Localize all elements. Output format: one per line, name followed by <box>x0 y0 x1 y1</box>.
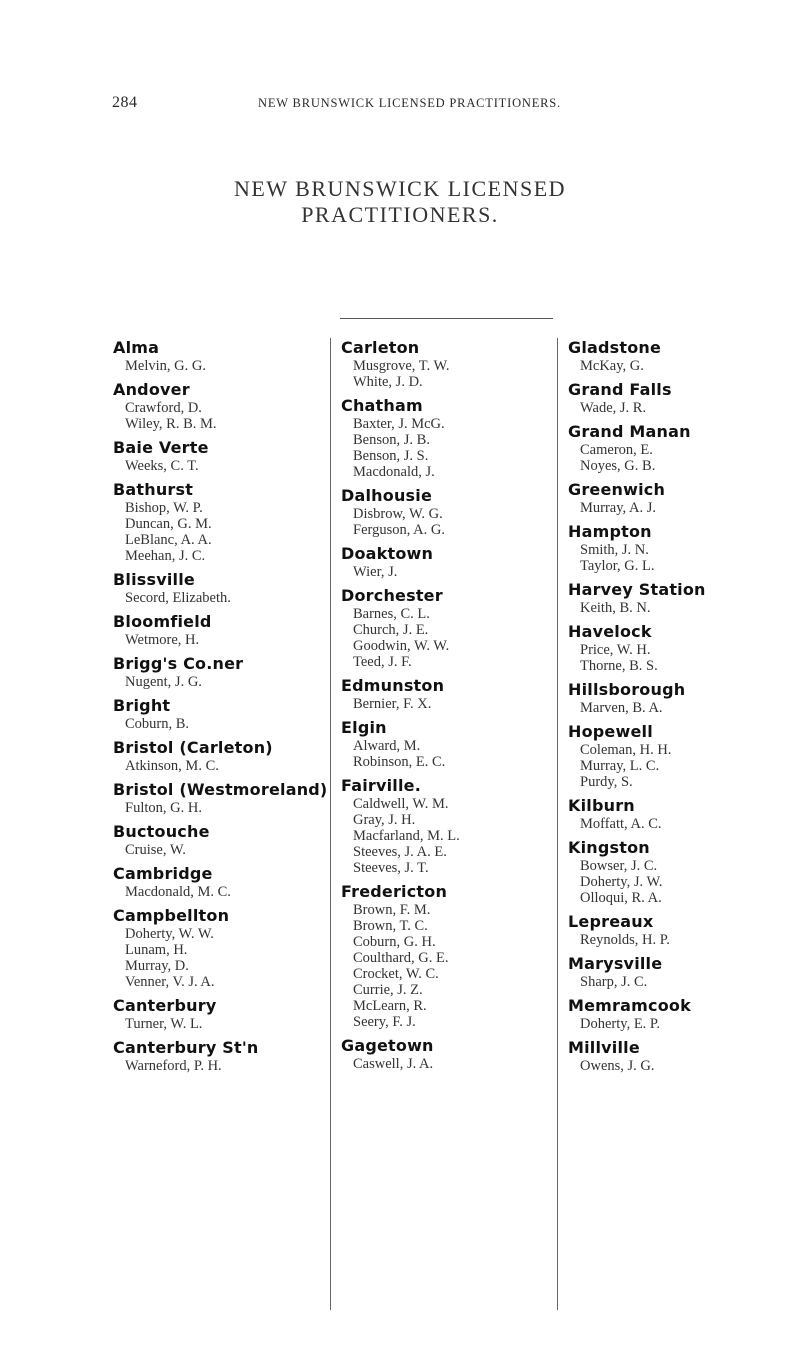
town-heading: Doaktown <box>341 544 434 563</box>
practitioner-name: Thorne, B. S. <box>580 658 658 674</box>
town-heading: Gagetown <box>341 1036 434 1055</box>
town-heading: Memramcook <box>568 996 691 1015</box>
column-3 <box>557 338 788 1310</box>
practitioner-name: Wade, J. R. <box>580 400 647 416</box>
town-heading: Fairville. <box>341 776 421 795</box>
town-heading: Bright <box>113 696 171 715</box>
practitioner-name: Church, J. E. <box>353 622 429 638</box>
town-heading: Alma <box>113 338 160 357</box>
town-heading: Baie Verte <box>113 438 209 457</box>
running-head: NEW BRUNSWICK LICENSED PRACTITIONERS. <box>258 96 561 110</box>
town-heading: Greenwich <box>568 480 666 499</box>
practitioner-name: Teed, J. F. <box>353 654 412 670</box>
title-line-1: NEW BRUNSWICK LICENSED <box>233 176 567 201</box>
practitioner-name: Marven, B. A. <box>580 700 663 716</box>
town-heading: Fredericton <box>341 882 448 901</box>
practitioner-name: Price, W. H. <box>580 642 651 658</box>
practitioner-name: Bowser, J. C. <box>580 858 658 874</box>
town-heading: Harvey Station <box>568 580 706 599</box>
town-heading: Hopewell <box>568 722 653 741</box>
town-heading: Canterbury <box>113 996 217 1015</box>
town-heading: Bloomfield <box>113 612 212 631</box>
town-heading: Elgin <box>341 718 387 737</box>
town-heading: Kilburn <box>568 796 635 815</box>
practitioner-name: Ferguson, A. G. <box>353 522 445 538</box>
practitioner-name: Olloqui, R. A. <box>580 890 662 906</box>
practitioner-name: Currie, J. Z. <box>353 982 423 998</box>
town-heading: Kingston <box>568 838 650 857</box>
column-1 <box>113 338 328 1074</box>
town-heading: Dorchester <box>341 586 443 605</box>
practitioner-name: Weeks, C. T. <box>125 458 199 474</box>
town-heading: Grand Manan <box>568 422 691 441</box>
practitioner-name: Baxter, J. McG. <box>353 416 445 432</box>
town-heading: Campbellton <box>113 906 230 925</box>
practitioner-name: Atkinson, M. C. <box>125 758 219 774</box>
town-heading: Blissville <box>113 570 195 589</box>
practitioner-name: Melvin, G. G. <box>125 358 206 374</box>
practitioner-name: Coburn, G. H. <box>353 934 436 950</box>
town-heading: Edmunston <box>341 676 445 695</box>
town-heading: Bristol (Carleton) <box>113 738 273 757</box>
practitioner-name: Seery, F. J. <box>353 1014 416 1030</box>
practitioner-name: Moffatt, A. C. <box>580 816 662 832</box>
town-heading: Carleton <box>341 338 420 357</box>
practitioner-name: Doherty, W. W. <box>125 926 214 942</box>
practitioner-name: Alward, M. <box>353 738 421 754</box>
town-heading: Bristol (Westmoreland) <box>113 780 328 799</box>
practitioner-name: Doherty, E. P. <box>580 1016 661 1032</box>
practitioner-name: Venner, V. J. A. <box>125 974 215 990</box>
practitioner-name: Fulton, G. H. <box>125 800 202 816</box>
town-heading: Grand Falls <box>568 380 672 399</box>
town-heading: Havelock <box>568 622 652 641</box>
practitioner-name: Coburn, B. <box>125 716 190 732</box>
practitioner-name: McLearn, R. <box>353 998 427 1014</box>
practitioner-name: Doherty, J. W. <box>580 874 663 890</box>
practitioner-name: Robinson, E. C. <box>353 754 446 770</box>
practitioner-name: Brown, F. M. <box>353 902 431 918</box>
practitioner-name: Barnes, C. L. <box>353 606 430 622</box>
title-line-2: PRACTITIONERS. <box>301 202 499 227</box>
practitioner-name: Smith, J. N. <box>580 542 649 558</box>
practitioner-name: Bishop, W. P. <box>125 500 203 516</box>
practitioner-name: Noyes, G. B. <box>580 458 656 474</box>
practitioner-name: Gray, J. H. <box>353 812 416 828</box>
practitioner-name: Secord, Elizabeth. <box>125 590 231 606</box>
practitioner-name: Warneford, P. H. <box>125 1058 222 1074</box>
practitioner-name: Macfarland, M. L. <box>353 828 460 844</box>
practitioner-name: McKay, G. <box>580 358 644 374</box>
practitioner-name: Crocket, W. C. <box>353 966 439 982</box>
town-heading: Canterbury St'n <box>113 1038 259 1057</box>
practitioner-name: Murray, A. J. <box>580 500 656 516</box>
practitioner-name: Duncan, G. M. <box>125 516 212 532</box>
practitioner-name: Caswell, J. A. <box>353 1056 434 1072</box>
town-heading: Dalhousie <box>341 486 432 505</box>
page-title <box>0 176 800 228</box>
practitioner-name: Crawford, D. <box>125 400 202 416</box>
practitioner-name: Turner, W. L. <box>125 1016 203 1032</box>
practitioner-name: Wiley, R. B. M. <box>125 416 217 432</box>
practitioner-name: Coleman, H. H. <box>580 742 672 758</box>
practitioner-name: Caldwell, W. M. <box>353 796 449 812</box>
practitioner-name: Macdonald, J. <box>353 464 435 480</box>
town-heading: Bathurst <box>113 480 194 499</box>
practitioner-name: Sharp, J. C. <box>580 974 648 990</box>
town-heading: Lepreaux <box>568 912 654 931</box>
practitioner-name: Meehan, J. C. <box>125 548 206 564</box>
practitioner-name: Disbrow, W. G. <box>353 506 443 522</box>
title-rule <box>340 318 553 319</box>
practitioner-name: Wier, J. <box>353 564 398 580</box>
practitioner-name: Brown, T. C. <box>353 918 428 934</box>
practitioner-name: Murray, D. <box>125 958 189 974</box>
practitioner-name: Owens, J. G. <box>580 1058 655 1074</box>
town-heading: Brigg's Co.ner <box>113 654 244 673</box>
town-heading: Gladstone <box>568 338 662 357</box>
town-heading: Marysville <box>568 954 663 973</box>
practitioner-name: LeBlanc, A. A. <box>125 532 212 548</box>
town-heading: Millville <box>568 1038 640 1057</box>
practitioner-name: Lunam, H. <box>125 942 188 958</box>
practitioner-name: Coulthard, G. E. <box>353 950 449 966</box>
practitioner-name: Purdy, S. <box>580 774 633 790</box>
practitioner-name: Bernier, F. X. <box>353 696 432 712</box>
practitioner-name: Cameron, E. <box>580 442 653 458</box>
practitioner-name: White, J. D. <box>353 374 423 390</box>
practitioner-name: Cruise, W. <box>125 842 186 858</box>
practitioner-name: Musgrove, T. W. <box>353 358 450 374</box>
practitioner-name: Steeves, J. A. E. <box>353 844 447 860</box>
town-heading: Hillsborough <box>568 680 686 699</box>
column-2 <box>330 338 556 1310</box>
town-heading: Hampton <box>568 522 652 541</box>
practitioner-name: Macdonald, M. C. <box>125 884 231 900</box>
practitioner-name: Steeves, J. T. <box>353 860 429 876</box>
town-heading: Chatham <box>341 396 423 415</box>
town-heading: Cambridge <box>113 864 213 883</box>
practitioner-name: Murray, L. C. <box>580 758 660 774</box>
practitioner-name: Keith, B. N. <box>580 600 651 616</box>
practitioner-name: Reynolds, H. P. <box>580 932 670 948</box>
practitioner-name: Nugent, J. G. <box>125 674 202 690</box>
practitioner-name: Benson, J. B. <box>353 432 430 448</box>
town-heading: Buctouche <box>113 822 210 841</box>
practitioner-name: Taylor, G. L. <box>580 558 655 574</box>
page-number: 284 <box>112 94 138 111</box>
practitioner-name: Goodwin, W. W. <box>353 638 450 654</box>
town-heading: Andover <box>113 380 190 399</box>
practitioner-name: Wetmore, H. <box>125 632 200 648</box>
practitioner-name: Benson, J. S. <box>353 448 429 464</box>
